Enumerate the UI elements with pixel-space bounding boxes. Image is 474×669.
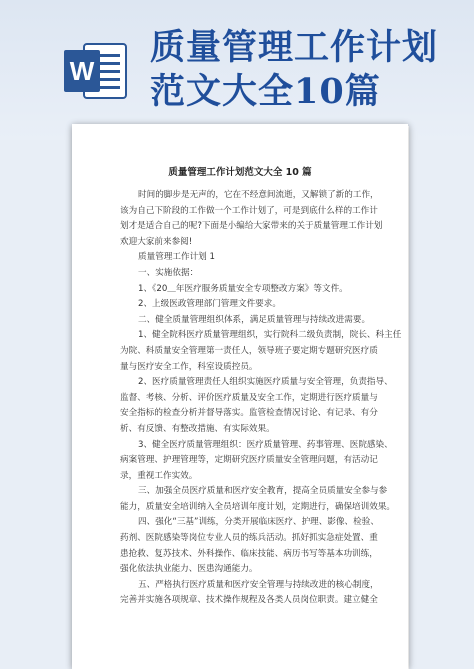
doc-line: 安全指标的检查分析并督导落实。监管检查情况讨论、有记录、有分 <box>120 408 378 419</box>
doc-line: 欢迎大家前来参阅! <box>120 236 193 247</box>
doc-line: 五、严格执行医疗质量和医疗安全管理与持续改进的核心制度， <box>138 579 379 590</box>
doc-line: 质量管理工作计划 1 <box>138 252 215 263</box>
doc-line: 能力，质量安全培训纳入全员培训年度计划，定期进行，确保培训效果。 <box>120 501 396 512</box>
document-page <box>72 124 408 669</box>
doc-line: 录，重视工作实效。 <box>120 470 198 481</box>
document-title: 质量管理工作计划范文大全 10 篇 <box>168 167 312 178</box>
doc-line: 2、医疗质量管理责任人组织实施医疗质量与安全管理，负责指导、 <box>138 377 393 388</box>
doc-line: 该为自己下阶段的工作做一个工作计划了，可是到底什么样的工作计 <box>120 205 378 216</box>
doc-line: 二、健全质量管理组织体系，满足质量管理与持续改进需要。 <box>138 314 371 325</box>
doc-line: 析、有反馈、有整改措施、有实际效果。 <box>120 423 275 434</box>
doc-line: 监督、考核、分析、评价医疗质量及安全工作，定期进行医疗质量与 <box>120 392 378 403</box>
doc-line: 3、健全医疗质量管理组织：医疗质量管理、药事管理、医院感染、 <box>138 439 393 450</box>
doc-line: 药剂、医院感染等岗位专业人员的练兵活动。抓好抓实急症处置、重 <box>120 533 378 544</box>
doc-line: 1、《20＿年医疗服务质量安全专项整改方案》等文件。 <box>138 283 348 294</box>
svg-text:W: W <box>69 56 95 86</box>
word-document-icon <box>62 40 128 102</box>
doc-line: 为院、科质量安全管理第一责任人，领导班子要定期专题研究医疗质 <box>120 345 378 356</box>
doc-line: 量与医疗安全工作，科室设质控员。 <box>120 361 258 372</box>
doc-line: 划才是适合自己的呢?下面是小编给大家带来的关于质量管理工作计划 <box>120 221 383 232</box>
doc-line: 强化依法执业能力、医患沟通能力。 <box>120 564 258 575</box>
doc-line: 2、上级医政管理部门管理文件要求。 <box>138 299 281 310</box>
page-title-line-1: 质量管理工作计划 <box>150 27 439 68</box>
doc-line: 患抢救、复苏技术、外科操作、临床技能、病历书写等基本功训练， <box>120 548 378 559</box>
document-body <box>120 188 402 609</box>
doc-line: 三、加强全员医疗质量和医疗安全教育，提高全员质量安全参与参 <box>138 486 388 497</box>
doc-line: 时间的脚步是无声的，它在不经意间流逝，又解锁了新的工作， <box>138 190 379 200</box>
doc-line: 四、强化“三基”训练，分类开展临床医疗、护理、影像、检验、 <box>138 517 379 528</box>
doc-line: 一、实施依据： <box>138 267 199 278</box>
page-title-line-2: 范文大全10篇 <box>150 71 381 112</box>
doc-line: 完善并实施各项规章、技术操作规程及各类人员岗位职责。建立健全 <box>120 595 378 606</box>
page-title <box>150 26 470 114</box>
doc-line: 病案管理、护理管理等，定期研究医疗质量安全管理问题，有活动记 <box>120 455 378 466</box>
doc-line: 1、健全院科医疗质量管理组织，实行院科二级负责制，院长、科主任 <box>138 330 402 341</box>
